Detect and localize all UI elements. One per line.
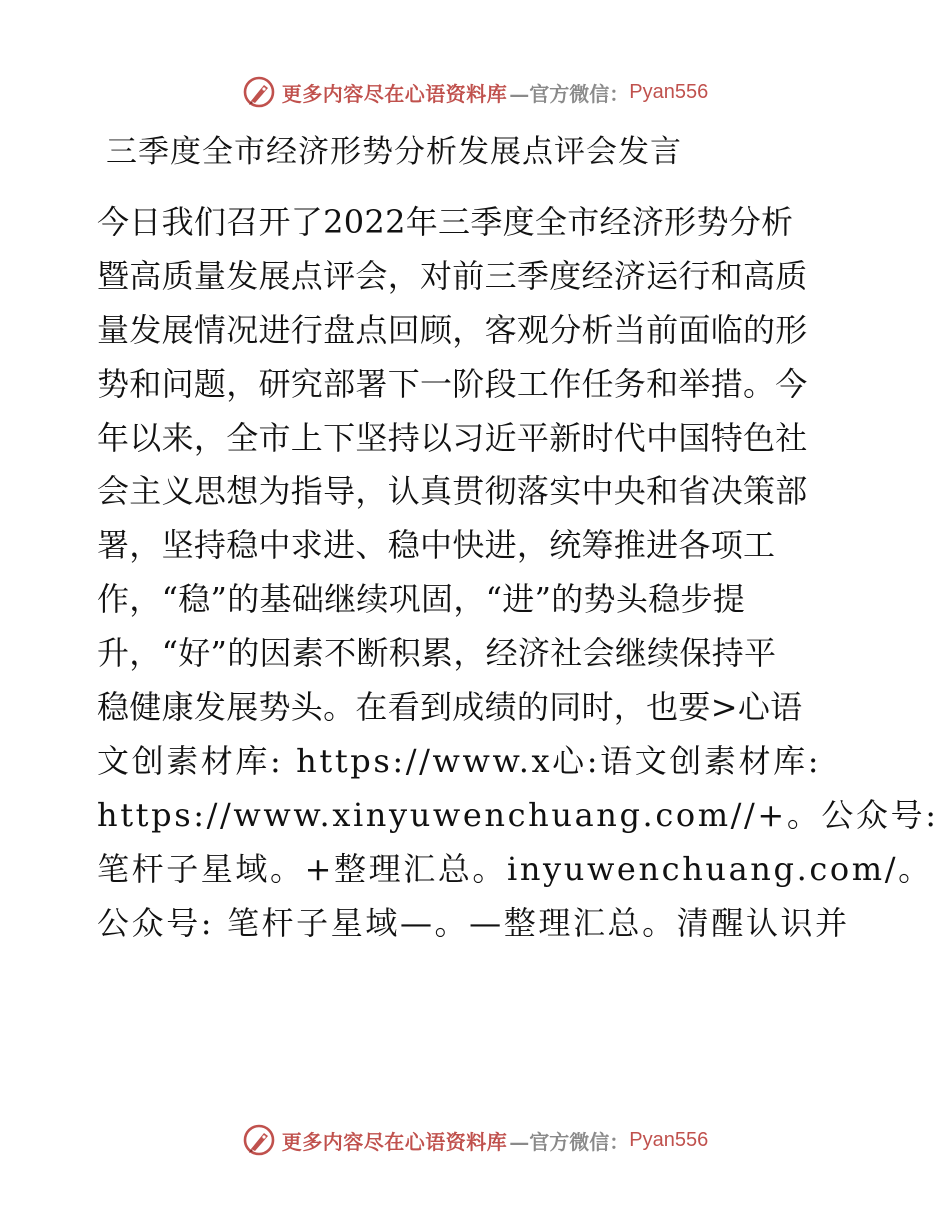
header-watermark-banner xyxy=(0,72,950,112)
body-line: 量发展情况进行盘点回顾，客观分析当前面临的形 xyxy=(97,310,808,349)
body-line: 笔杆子星域。+整理汇总。inyuwenchuang.com/。 xyxy=(97,849,933,888)
body-line: 公众号: 笔杆子星域—。—整理汇总。清醒认识并 xyxy=(97,903,850,942)
banner-red-text: 更多内容尽在心语资料库 xyxy=(281,81,508,106)
banner-wechat-handle: Pyan556 xyxy=(629,80,709,103)
pen-nib-logo-icon xyxy=(242,75,276,109)
banner-wechat-handle: Pyan556 xyxy=(629,1128,709,1151)
body-line: 会主义思想为指导，认真贯彻落实中央和省决策部 xyxy=(97,472,808,511)
body-line: 稳健康发展势头。在看到成绩的同时，也要>心语 xyxy=(97,688,803,727)
banner-grey-text: —官方微信： xyxy=(509,1129,630,1154)
body-line: 年以来，全市上下坚持以习近平新时代中国特色社 xyxy=(97,418,808,457)
footer-watermark-banner xyxy=(0,1120,950,1160)
body-line: 署，坚持稳中求进、稳中快进，统筹推进各项工 xyxy=(97,526,776,565)
banner-grey-text: —官方微信： xyxy=(509,81,630,106)
body-line: https://www.xinyuwenchuang.com//+。公众号: xyxy=(97,795,939,834)
document-title: 三季度全市经济形势分析发展点评会发言 xyxy=(106,134,682,170)
document-body xyxy=(97,196,939,950)
body-line: 今日我们召开了2022年三季度全市经济形势分析 xyxy=(97,203,794,241)
body-line: 升，“好”的因素不断积累，经济社会继续保持平 xyxy=(97,634,777,673)
pen-nib-logo-icon xyxy=(242,1123,276,1157)
banner-red-text: 更多内容尽在心语资料库 xyxy=(281,1129,508,1154)
body-line: 作，“稳”的基础继续巩固，“进”的势头稳步提 xyxy=(97,580,746,619)
body-line: 势和问题，研究部署下一阶段工作任务和举措。今 xyxy=(97,364,808,403)
body-line: 文创素材库: https://www.x心:语文创素材库: xyxy=(97,741,822,780)
body-line: 暨高质量发展点评会，对前三季度经济运行和高质 xyxy=(97,256,808,295)
